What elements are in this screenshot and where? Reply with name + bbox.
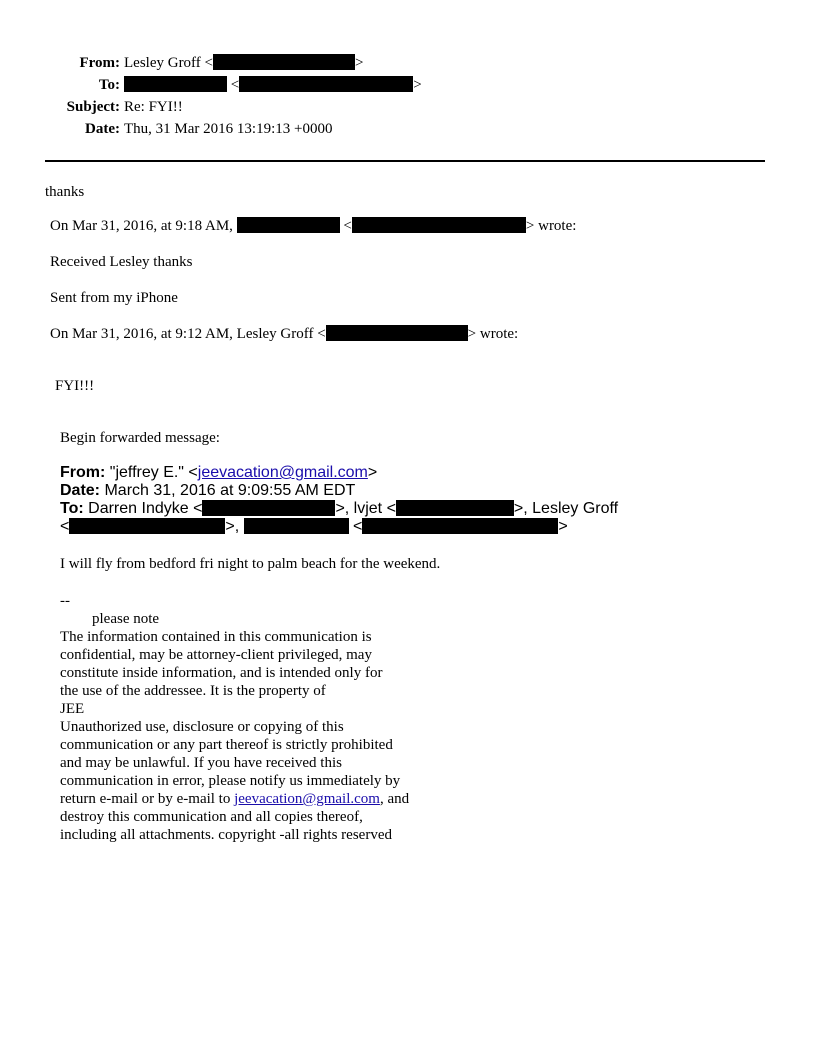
date-value: Thu, 31 Mar 2016 13:19:13 +0000 <box>124 121 333 137</box>
reply-text: thanks <box>45 184 85 200</box>
disclaimer-line: communication or any part thereof is strictly prohibited <box>60 737 393 753</box>
sent-from-text: Sent from my iPhone <box>50 290 178 306</box>
forwarded-from-line: From: "jeffrey E." <jeevacation@gmail.com> <box>60 464 378 481</box>
disclaimer-line: including all attachments. copyright -all rights reserved <box>60 827 392 843</box>
disclaimer-line: confidential, may be attorney-client privileged, may <box>60 647 372 663</box>
from-value: Lesley Groff < > <box>124 55 364 71</box>
return-suffix: , and <box>379 791 410 807</box>
redaction-block <box>362 518 558 534</box>
forwarded-date-label: Date: <box>60 482 101 499</box>
forwarded-to-name3: Lesley Groff <box>532 500 619 517</box>
forwarded-to-line-cont: < >, < > <box>60 518 568 535</box>
forwarded-from-label: From: <box>60 464 106 481</box>
disclaimer-line: communication in error, please notify us immediately by <box>60 773 401 789</box>
disclaimer-line: the use of the addressee. It is the property of <box>60 683 326 699</box>
header-divider <box>45 160 765 162</box>
redaction-block <box>326 325 468 341</box>
fyi-text: FYI!!! <box>55 378 95 394</box>
from-label: From: <box>79 55 120 71</box>
disclaimer-line: and may be unlawful. If you have received this <box>60 755 342 771</box>
to-label: To: <box>98 77 120 93</box>
quote2-line: On Mar 31, 2016, at 9:12 AM, Lesley Groff < > wrote: <box>50 326 519 342</box>
from-name: Lesley Groff <box>124 55 201 71</box>
disclaimer-line: Unauthorized use, disclosure or copying of this <box>60 719 344 735</box>
forwarded-to-name1: Darren Indyke <box>88 500 189 517</box>
signature-dashes: -- <box>60 593 70 609</box>
forwarded-to-line: To: Darren Indyke < >, lvjet < >, Lesley Groff <box>60 500 619 517</box>
subject-label: Subject: <box>66 99 120 115</box>
redaction-block <box>244 518 349 534</box>
disclaimer-line: The information contained in this communication is <box>60 629 372 645</box>
redaction-block <box>352 217 526 233</box>
forwarded-from-email-link[interactable]: jeevacation@gmail.com <box>197 464 368 481</box>
redaction-block <box>202 500 335 516</box>
disclaimer-line: constitute inside information, and is intended only for <box>60 665 383 681</box>
disclaimer-line: JEE <box>60 701 85 717</box>
forwarded-date-line <box>60 482 355 500</box>
redaction-block <box>69 518 225 534</box>
please-note-text: please note <box>92 611 160 627</box>
wrote-text: wrote: <box>538 218 577 234</box>
disclaimer-line: destroy this communication and all copies thereof, <box>60 809 363 825</box>
quote1-line: On Mar 31, 2016, at 9:18 AM, < > wrote: <box>50 218 577 234</box>
redaction-block <box>237 217 340 233</box>
quote2-intro: On Mar 31, 2016, at 9:12 AM, Lesley Groff <box>50 326 314 342</box>
return-email-link[interactable]: jeevacation@gmail.com <box>234 791 380 807</box>
forwarded-to-name2: lvjet <box>353 500 383 517</box>
forwarded-date-value: March 31, 2016 at 9:09:55 AM EDT <box>104 482 356 499</box>
redaction-block <box>396 500 514 516</box>
received-text: Received Lesley thanks <box>50 254 193 270</box>
redaction-block <box>239 76 413 92</box>
wrote-text: wrote: <box>479 326 519 342</box>
quote1-intro: On Mar 31, 2016, at 9:18 AM, <box>50 218 233 234</box>
subject-value: Re: FYI!! <box>124 99 183 115</box>
return-prefix: return e-mail or by e-mail to <box>60 791 231 807</box>
forwarded-from-name: "jeffrey E." <box>109 464 184 481</box>
redaction-block <box>213 54 355 70</box>
disclaimer-block <box>60 628 409 844</box>
begin-forwarded-text: Begin forwarded message: <box>60 430 220 446</box>
forwarded-to-label: To: <box>60 500 84 517</box>
forwarded-message-text: I will fly from bedford fri night to palm beach for the weekend. <box>60 556 441 572</box>
to-value: < > <box>124 76 422 94</box>
disclaimer-return-line <box>60 790 409 808</box>
redaction-block <box>124 76 227 92</box>
date-label: Date: <box>85 121 120 137</box>
